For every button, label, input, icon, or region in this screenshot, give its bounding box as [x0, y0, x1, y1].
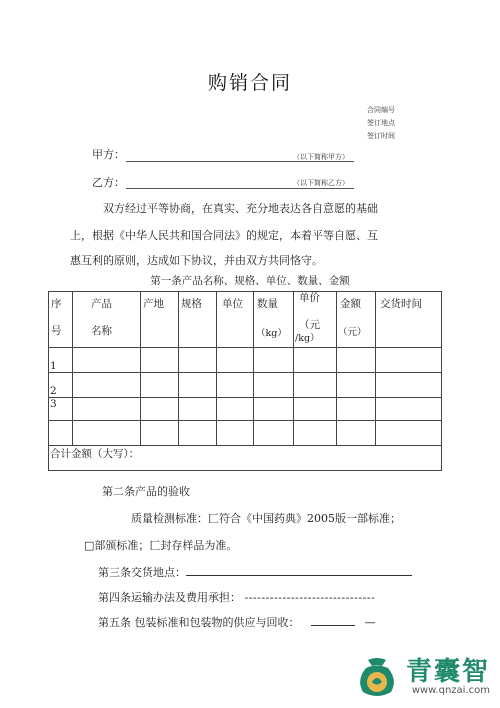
table-cell[interactable] [179, 421, 217, 446]
table-cell[interactable] [217, 398, 254, 421]
product-table [48, 291, 442, 471]
watermark-brand: 青囊智 [405, 656, 490, 687]
preamble-line-3: 惠互利的原则，达成如下协议，并由双方共同恪守。 [70, 254, 323, 267]
total-row [49, 446, 442, 471]
contract-number-label: 合同编号 [367, 106, 395, 114]
article-2-line-1: 质量检测标准：匚符合《中国药典》2005版一部标准； [131, 512, 401, 525]
table-cell[interactable] [337, 348, 376, 373]
table-cell[interactable] [217, 373, 254, 398]
table-cell[interactable] [73, 421, 141, 446]
table-cell[interactable] [141, 421, 179, 446]
total-amount-label: 合计金额（大写）： [50, 448, 140, 460]
header-product-2: 名称 [91, 325, 112, 337]
table-row [49, 398, 442, 421]
table-cell[interactable] [254, 398, 294, 421]
header-origin-text: 产地 [143, 298, 164, 310]
article-4-label: 第四条运输办法及费用承担： [98, 591, 241, 604]
delivery-place-blank[interactable] [186, 565, 412, 576]
article-2-title: 第二条产品的验收 [102, 485, 190, 498]
table-cell[interactable] [73, 398, 141, 421]
watermark-url: www.qnzai.com [411, 684, 490, 696]
table-cell[interactable] [254, 373, 294, 398]
header-product-1: 产品 [91, 298, 112, 310]
header-qty-1: 数量 [257, 298, 278, 310]
table-cell[interactable] [337, 373, 376, 398]
header-qty [254, 292, 294, 348]
table-cell[interactable] [376, 373, 442, 398]
header-product [73, 292, 141, 348]
article-2-line-2: □部颁标准；匚封存样品为准。 [84, 539, 238, 552]
article-5 [98, 614, 376, 630]
table-row [49, 348, 442, 373]
party-a-label: 甲方： [92, 148, 125, 161]
header-price-2: （元 [299, 319, 320, 331]
party-b-alias: （以下简称乙方） [293, 179, 349, 187]
table-cell[interactable] [179, 348, 217, 373]
party-b-label: 乙方： [92, 176, 125, 189]
table-cell[interactable] [376, 421, 442, 446]
header-seq [49, 292, 73, 348]
table-cell[interactable] [179, 373, 217, 398]
document-title: 购销合同 [207, 72, 292, 94]
table-cell[interactable] [376, 348, 442, 373]
table-cell[interactable] [141, 373, 179, 398]
packaging-blank[interactable] [311, 615, 355, 626]
table-cell[interactable] [337, 398, 376, 421]
table-cell[interactable] [337, 421, 376, 446]
header-spec-text: 规格 [181, 298, 202, 310]
header-amount-1: 金额 [340, 298, 361, 310]
table-row [49, 421, 442, 446]
table-cell[interactable] [217, 348, 254, 373]
table-cell[interactable] [294, 373, 337, 398]
header-delivery-text: 交货时间 [380, 298, 422, 310]
header-unit [217, 292, 254, 348]
preamble-line-2: 上，根据《中华人民共和国合同法》的规定，本着平等自愿、互 [70, 229, 378, 242]
table-cell[interactable] [294, 398, 337, 421]
table-cell[interactable] [179, 398, 217, 421]
article-5-tail: — [364, 616, 376, 629]
party-b-underline[interactable] [126, 188, 354, 189]
header-delivery [376, 292, 442, 348]
header-price-1: 单价 [299, 292, 320, 304]
article-4 [98, 589, 375, 605]
header-price-3: /kg） [295, 333, 320, 344]
header-unit-text: 单位 [222, 298, 243, 310]
table-cell[interactable] [254, 421, 294, 446]
header-qty-2: （kg） [256, 328, 287, 339]
article-3-label: 第三条交货地点： [98, 566, 186, 579]
article-1-title: 第一条产品名称、规格、单位、数量、金额 [150, 275, 350, 287]
transport-blank[interactable]: ------------------------------- [244, 591, 376, 604]
preamble-line-1: 双方经过平等协商，在真实、充分地表达各自意愿的基础 [103, 202, 378, 215]
watermark-logo [354, 654, 490, 700]
table-cell[interactable] [217, 421, 254, 446]
table-cell[interactable] [294, 421, 337, 446]
header-seq-2: 号 [51, 325, 62, 337]
table-cell[interactable] [73, 373, 141, 398]
header-amount [337, 292, 376, 348]
table-cell[interactable] [294, 348, 337, 373]
herb-pouch-icon [354, 654, 400, 700]
header-spec [179, 292, 217, 348]
row-number: 3 [49, 398, 73, 421]
table-cell[interactable] [254, 348, 294, 373]
total-cell[interactable] [49, 446, 442, 471]
sign-place-label: 签订地点 [367, 119, 395, 127]
table-row [49, 373, 442, 398]
party-a-alias: （以下简称甲方） [293, 153, 349, 161]
row-number: 2 [49, 373, 73, 398]
table-cell[interactable] [49, 421, 73, 446]
table-cell[interactable] [141, 398, 179, 421]
header-amount-2: （元） [338, 327, 367, 338]
header-seq-1: 序 [51, 298, 62, 310]
article-3 [98, 564, 412, 580]
sign-time-label: 签订时间 [367, 132, 395, 140]
table-cell[interactable] [141, 348, 179, 373]
table-cell[interactable] [376, 398, 442, 421]
header-origin [141, 292, 179, 348]
row-number: 1 [49, 348, 73, 373]
article-5-label: 第五条 包装标准和包装物的供应与回收： [98, 616, 300, 629]
header-price [294, 292, 337, 348]
table-cell[interactable] [73, 348, 141, 373]
